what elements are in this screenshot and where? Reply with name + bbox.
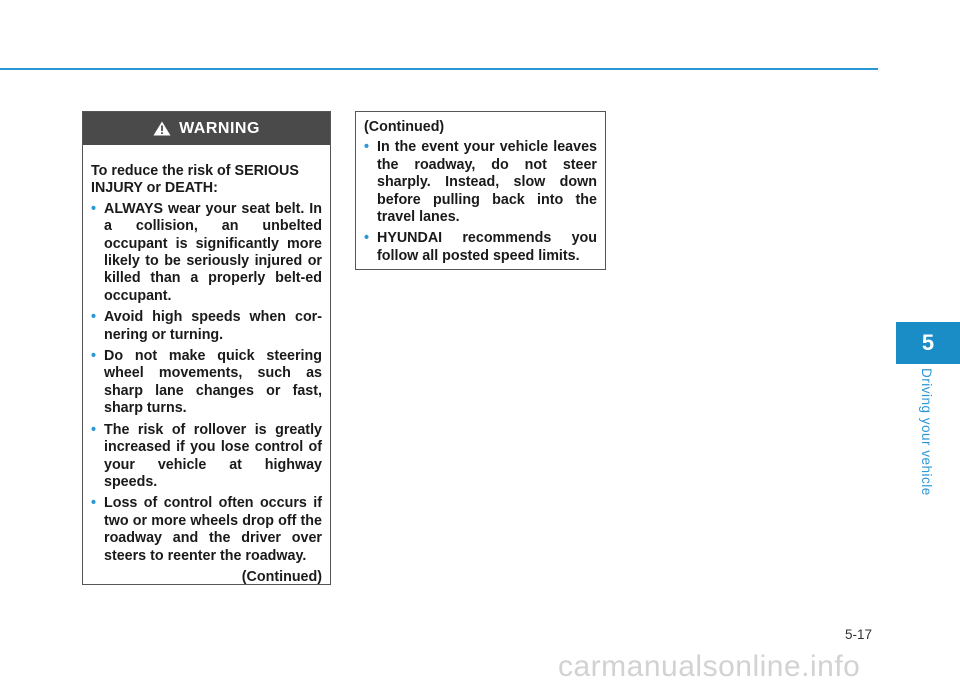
watermark: carmanualsonline.info [558, 650, 861, 683]
continued-content [356, 112, 605, 265]
list-item [91, 422, 322, 492]
bullet-text: HYUNDAI recommends you follow all posted speed limits. [377, 230, 597, 264]
warning-header [83, 112, 330, 145]
continued-box [355, 111, 606, 270]
warning-content [83, 145, 330, 586]
chapter-tab: 5 [896, 322, 960, 364]
page-number: 5-17 [845, 627, 873, 642]
bullet-dot: • [364, 230, 370, 247]
bullet-dot: • [364, 139, 370, 156]
list-item [91, 309, 322, 344]
bullet-dot: • [91, 309, 97, 326]
top-rule [0, 68, 878, 70]
continued-heading: (Continued) [364, 119, 445, 135]
bullet-text: Avoid high speeds when cor-nering or turning. [104, 309, 322, 343]
list-item [91, 201, 322, 305]
chapter-title: Driving your vehicle [919, 368, 934, 496]
bullet-text: In the event your vehicle leaves the roadway, do not steer sharply. Instead, slow down before pulling back into the travel lanes. [377, 139, 597, 226]
bullet-dot: • [91, 200, 97, 217]
warning-box [82, 111, 331, 585]
bullet-dot: • [91, 495, 97, 512]
bullet-dot: • [91, 348, 97, 365]
continued-list [364, 139, 597, 265]
list-item [364, 230, 597, 265]
warning-title: WARNING [179, 119, 260, 137]
bullet-text: ALWAYS wear your seat belt. In a collision, an unbelted occupant is significantly more likely to be seriously injured or killed than a properly belt-ed occupant. [104, 200, 322, 304]
list-item [91, 495, 322, 565]
warning-intro: To reduce the risk of SERIOUS INJURY or DEATH: [91, 163, 299, 197]
list-item [364, 139, 597, 226]
warning-list [91, 201, 322, 565]
bullet-text: The risk of rollover is greatly increased if you lose control of your vehicle at highway speeds. [104, 421, 322, 490]
bullet-text: Do not make quick steering wheel movements, such as sharp lane changes or fast, sharp turns. [104, 348, 322, 417]
continued-note: (Continued) [241, 568, 322, 585]
bullet-dot: • [91, 421, 97, 438]
list-item [91, 348, 322, 418]
bullet-text: Loss of control often occurs if two or more wheels drop off the roadway and the driver over steers to reenter the roadway. [104, 495, 322, 564]
warning-triangle-icon [153, 121, 171, 136]
